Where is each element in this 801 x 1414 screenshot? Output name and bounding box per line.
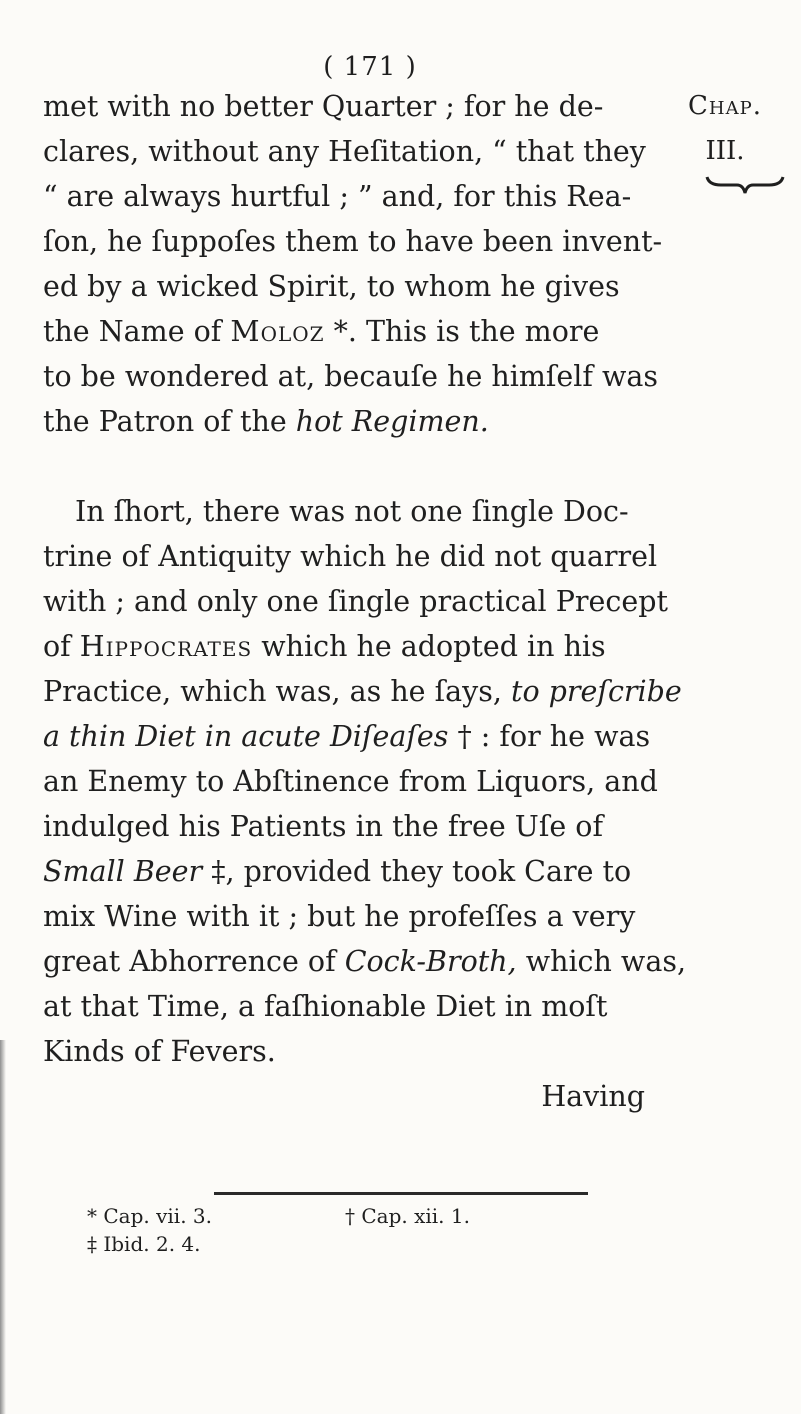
text-line: to be wondered at, becauſe he himſelf was xyxy=(43,360,659,393)
text-line: clares, without any Heſitation, “ that they xyxy=(43,135,646,168)
text-line: a thin Diet in acute Diſeaſes † : for he was xyxy=(43,720,651,753)
text-line: “ are always hurtful ; ” and, for this Rea- xyxy=(43,180,632,213)
text-line: at that Time, a faſhionable Diet in moſt xyxy=(43,990,608,1023)
text-line: Practice, which was, as he ſays, to preſcribe xyxy=(43,675,682,708)
footnote-row xyxy=(45,1230,470,1258)
name-hippocrates: Hippocrates xyxy=(79,630,253,663)
page-number: ( 171 ) xyxy=(323,52,417,82)
paragraph-gap xyxy=(43,444,653,489)
chapter-number: III. xyxy=(705,136,745,166)
name-moloz: Moloz xyxy=(230,315,325,348)
text-line: indulged his Patients in the free Uſe of xyxy=(43,810,603,843)
footnote-1: * Cap. vii. 3. xyxy=(87,1204,212,1228)
binding-shadow xyxy=(0,1040,6,1414)
footnote-row xyxy=(45,1202,470,1230)
text-line: great Abhorrence of Cock-Broth, which was, xyxy=(43,945,686,978)
text-line: trine of Antiquity which he did not quarrel xyxy=(43,540,658,573)
chapter-label: Chap. xyxy=(688,91,762,121)
footnote-3: ‡ Ibid. 2. 4. xyxy=(87,1232,201,1256)
footnote-2: † Cap. xii. 1. xyxy=(345,1204,470,1228)
main-text xyxy=(43,84,686,1119)
text-line: Small Beer ‡, provided they took Care to xyxy=(43,855,632,888)
text-line: In ſhort, there was not one ſingle Doc- xyxy=(75,495,629,528)
footnote-rule xyxy=(214,1192,588,1195)
text-line: met with no better Quarter ; for he de- xyxy=(43,90,604,123)
horizontal-brace-icon xyxy=(705,173,785,195)
text-line: with ; and only one ſingle practical Precept xyxy=(43,585,668,618)
catchword: Having xyxy=(541,1080,645,1113)
text-line: an Enemy to Abſtinence from Liquors, and xyxy=(43,765,658,798)
chapter-marginal-heading xyxy=(650,84,800,174)
text-line: mix Wine with it ; but he profeſſes a very xyxy=(43,900,636,933)
text-line: the Patron of the hot Regimen. xyxy=(43,405,489,438)
text-line: of Hippocrates which he adopted in his xyxy=(43,624,653,669)
text-line: ſon, he ſuppoſes them to have been invent- xyxy=(43,225,663,258)
text-line: ed by a wicked Spirit, to whom he gives xyxy=(43,270,620,303)
text-line: Kinds of Fevers. xyxy=(43,1035,276,1068)
text-line: the Name of Moloz *. This is the more xyxy=(43,309,653,354)
footnotes xyxy=(45,1202,470,1258)
